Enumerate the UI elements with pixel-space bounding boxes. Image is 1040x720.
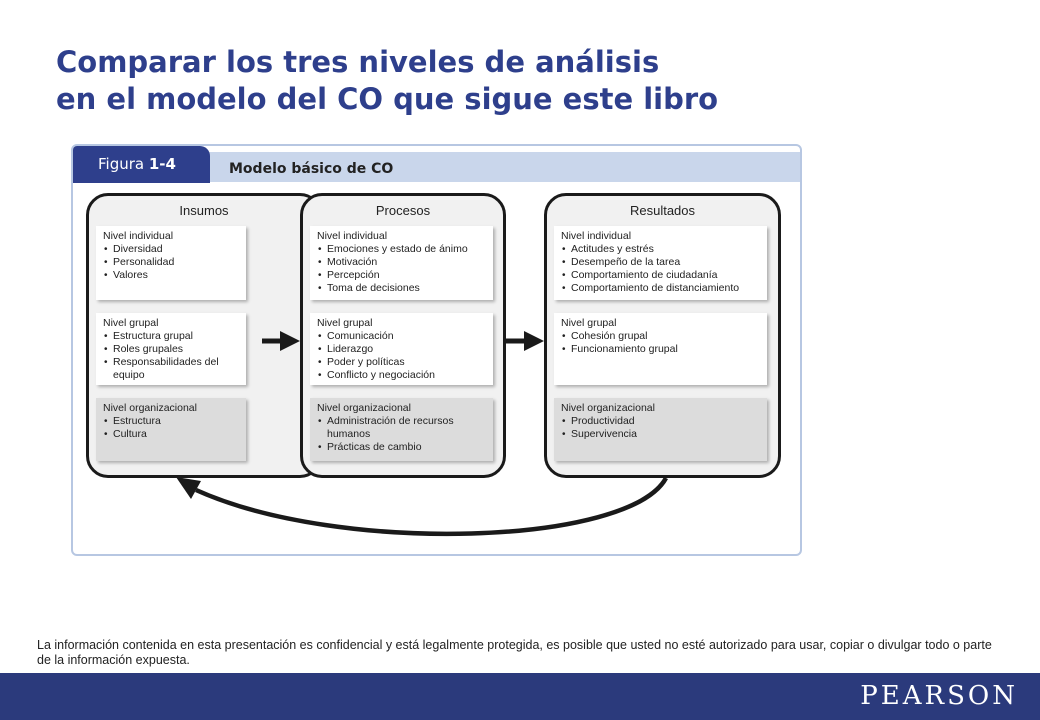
list-item: • Liderazgo (317, 343, 486, 356)
list-item: • Comportamiento de distanciamiento (561, 282, 760, 295)
feedback-arrow (176, 477, 666, 534)
list-item: • Administración de recursos humanos (317, 415, 486, 441)
figure-number: 1-4 (148, 155, 176, 173)
list-item: • Percepción (317, 269, 486, 282)
column-title: Resultados (629, 203, 696, 218)
box-title: Nivel organizacional (561, 402, 655, 414)
box-title: Nivel organizacional (103, 402, 197, 414)
list-item: • Conflicto y negociación (317, 369, 486, 382)
list-item: • Responsabilidades del equipo (103, 356, 239, 382)
list-item: • Toma de decisiones (317, 282, 486, 295)
slide-title-line-2: en el modelo del CO que sigue este libro (56, 82, 719, 116)
list-item: • Cohesión grupal (561, 330, 760, 343)
list-item: • Actitudes y estrés (561, 243, 760, 256)
list-item: • Personalidad (103, 256, 239, 269)
arrow-procesos-to-resultados (506, 331, 544, 351)
list-item: • Emociones y estado de ánimo (317, 243, 486, 256)
list-item: • Productividad (561, 415, 760, 428)
slide-title-line-1: Comparar los tres niveles de análisis (56, 45, 660, 79)
box-title: Nivel grupal (317, 317, 373, 329)
footer-bar (0, 673, 1040, 720)
confidentiality-note: La información contenida en esta presentación es confidencial y está legalmente protegida, es posible que usted no esté autorizado para usar, copiar o divulgar todo o parte de la información expuesta. (37, 638, 992, 667)
figure-tab-prefix: Figura (98, 155, 149, 173)
list-item: • Supervivencia (561, 428, 760, 441)
list-item: • Motivación (317, 256, 486, 269)
list-item: • Cultura (103, 428, 239, 441)
box-title: Nivel individual (317, 230, 388, 242)
box-title: Nivel individual (561, 230, 632, 242)
list-item: • Prácticas de cambio (317, 441, 486, 454)
list-item: • Comportamiento de ciudadanía (561, 269, 760, 282)
list-item: • Estructura (103, 415, 239, 428)
list-item: • Desempeño de la tarea (561, 256, 760, 269)
list-item: • Funcionamiento grupal (561, 343, 760, 356)
column-title: Insumos (179, 203, 229, 218)
list-item: • Roles grupales (103, 343, 239, 356)
column-title: Procesos (375, 203, 431, 218)
box-title: Nivel grupal (561, 317, 617, 329)
box-title: Nivel grupal (103, 317, 159, 329)
box-title: Nivel organizacional (317, 402, 411, 414)
arrow-insumos-to-procesos (262, 331, 300, 351)
list-item: • Valores (103, 269, 239, 282)
list-item: • Diversidad (103, 243, 239, 256)
list-item: • Comunicación (317, 330, 486, 343)
list-item: • Poder y políticas (317, 356, 486, 369)
pearson-logo: PEARSON (860, 681, 1018, 711)
box-title: Nivel individual (103, 230, 174, 242)
list-item: • Estructura grupal (103, 330, 239, 343)
figure-caption: Modelo básico de CO (229, 161, 394, 177)
